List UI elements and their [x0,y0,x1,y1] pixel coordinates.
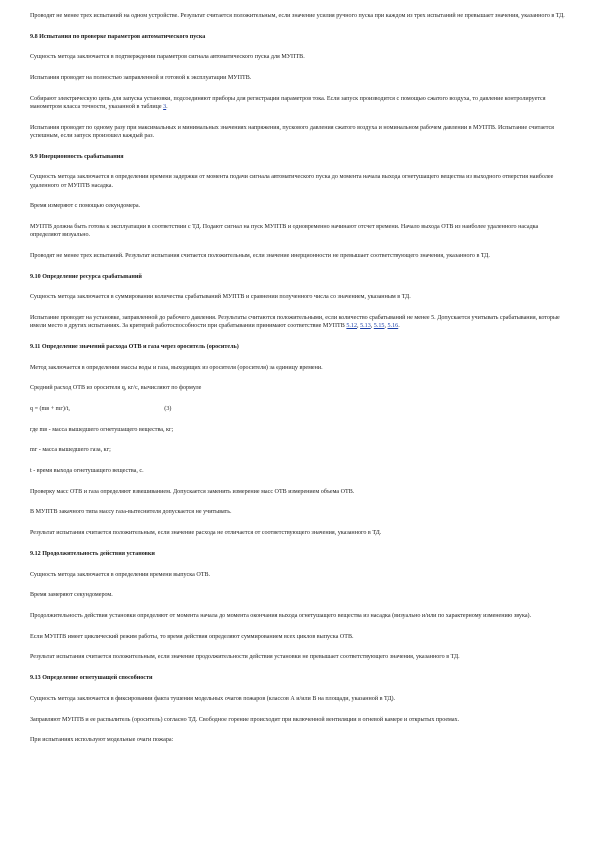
section-heading: 9.11 Определение значений расхода ОТВ и газа через ороситель (ороситель) [30,343,239,350]
paragraph: Результат испытания считается положительным, если значение продолжительности действия установки не превышает соответствующего значения, указанного в ТД. [30,654,460,661]
paragraph: МУПТВ должна быть готова к эксплуатации в соответствии с ТД. Подают сигнал на пуск МУПТВ и одновременно начинают отсчет времени. Начало выхода ОТВ из наиболее удаленного насадка определяют визуально. [30,223,539,239]
document-page [30,12,570,757]
paragraph: В МУПТВ закачного типа массу газа-вытеснителя допускается не учитывать. [30,509,232,516]
paragraph: Сущность метода заключается в определении времени выпуска ОТВ. [30,571,211,578]
section-heading: 9.10 Определение ресурса срабатываний [30,273,142,280]
clause-link[interactable]: 5.16 [387,323,399,330]
paragraph: Время измеряют с помощью секундомера. [30,203,141,210]
paragraph: Сущность метода заключается в определении времени задержки от момента подачи сигнала автоматического пуска до момента начала выхода огнетушащего вещества из выходного отверстия наиболее удаленного от МУПТВ насадка. [30,174,554,189]
paragraph: Испытание проводят на установке, заправленной до рабочего давления. Результаты считаются положительными, если количество срабатываний не менее 5. Допускается учитывать срабатывания, которые имели место в других испытаниях. За критерий работоспособности при срабатывании принимают соответствие МУПТВ 5.12, 5.13, 5.15, 5.16. [30,314,560,330]
paragraph: t - время выхода огнетушащего вещества, с. [30,468,144,475]
paragraph: Проводят не менее трех испытаний. Результат испытания считается положительным, если значение инерционности не превышает соответствующего значения, указанного в ТД. [30,252,490,259]
paragraph: Продолжительность действия установки определяют от момента начала до момента окончания выхода огнетушащего вещества из насадка (визуально и/или по характерному изменению звука). [30,613,532,619]
paragraph: Сущность метода заключается в подтверждении параметров сигнала автоматического пуска для МУПТВ. [30,54,305,61]
paragraph: Метод заключается в определении массы воды и газа, выходящих из оросителя (оросителя) за единицу времени. [30,364,323,371]
table-link[interactable]: 3 [163,104,167,111]
paragraph: Испытания проводят по одному разу при максимальных и минимальных значениях напряжения, пускового давления сжатого воздуха и номинальном рабочем давлении в МУПТВ. Испытание считается успешным, если запуск произошел каждый раз. [30,124,554,139]
paragraph: Собирают электрическую цепь для запуска установки, подсоединяют приборы для регистрации параметров тока. Если запуск производится с помощью сжатого воздуха, то давление контролируется манометром класса точности, указанной в таблице 3. [30,95,546,111]
paragraph: Испытания проводят на полностью заправленной и готовой к эксплуатации МУПТВ. [30,75,252,82]
section-heading: 9.12 Продолжительность действия установки [30,550,155,557]
paragraph: Если МУПТВ имеет циклический режим работы, то время действия определяют суммированием всех циклов выпуска ОТВ. [30,633,354,640]
paragraph: где mв - масса вышедшего огнетушащего вещества, кг; [30,426,174,433]
clause-link[interactable]: 5.13 [360,323,371,330]
section-heading: 9.8 Испытания по проверке параметров автоматического пуска [30,33,206,40]
paragraph: Результат испытания считается положительным, если значение расхода не отличается от соответствующего значения, указанного в ТД. [30,530,382,537]
paragraph: При испытаниях используют модельные очаги пожара: [30,737,174,744]
paragraph: Проверку масс ОТВ и газа определяют взвешиванием. Допускается заменить измерение масс ОТВ измерением объема ОТВ. [30,488,355,495]
paragraph: Проводят не менее трех испытаний на одном устройстве. Результат считается положительным, если значение усилия ручного пуска при каждом из трех испытаний не превышает значения, указанного в ТД. [30,13,565,19]
section-heading: 9.13 Определение огнетушащей способности [30,675,153,682]
paragraph: Средний расход ОТВ из оросителя q, кг/с, вычисляют по формуле [30,385,202,392]
clause-link[interactable]: 5.15 [373,323,385,330]
clause-link[interactable]: 5.12 [346,323,358,330]
paragraph: Заправляют МУПТВ и ее распылитель (ороситель) согласно ТД. Свободное горение происходит при включенной вентиляции в огневой камере и открытых проемах. [30,716,460,723]
paragraph: mг - масса вышедшего газа, кг; [30,447,111,454]
section-heading: 9.9 Инерционность срабатывания [30,153,124,160]
paragraph: Сущность метода заключается в суммировании количества срабатываний МУПТВ и сравнении полученного числа со значением, указанным в ТД. [30,294,411,301]
paragraph: Время замеряют секундомером. [30,592,113,599]
formula: q = (mв + mг)/t, (3) [30,405,172,412]
paragraph: Сущность метода заключается в фиксировании факта тушения модельных очагов пожаров (классов А и/или В на площади, указанной в ТД). [30,695,396,702]
